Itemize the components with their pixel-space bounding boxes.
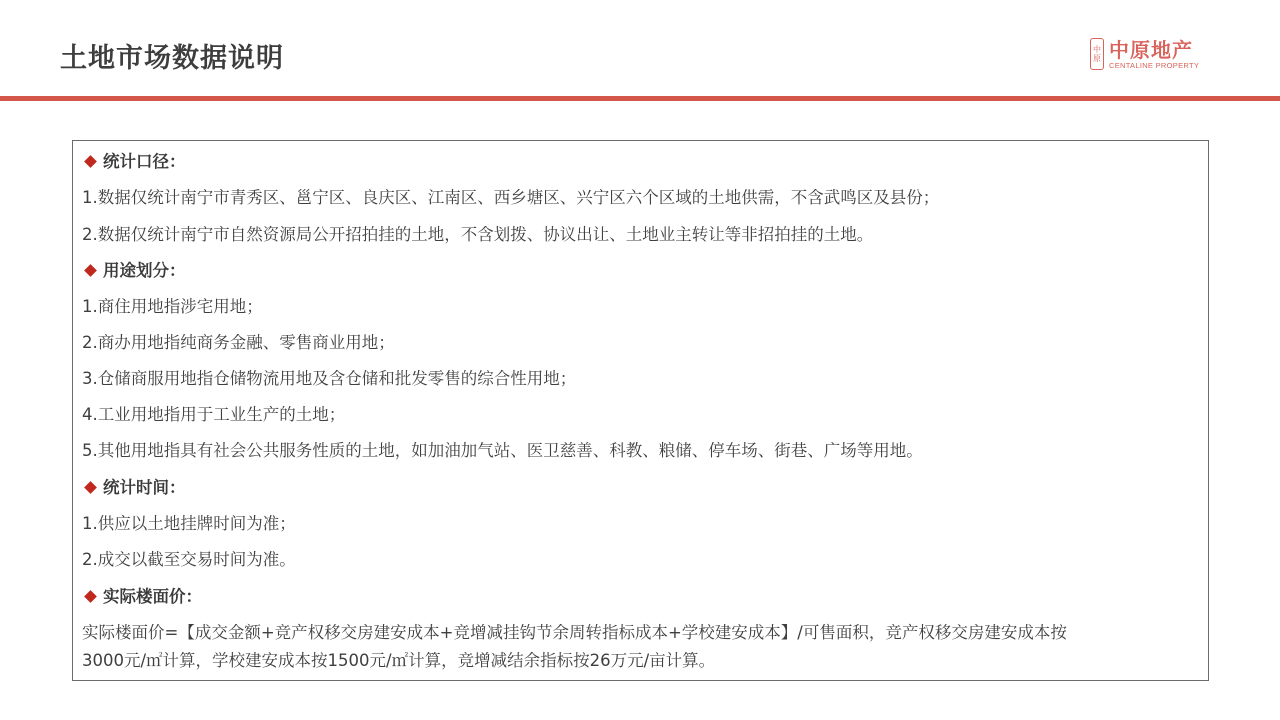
- list-item: 4.工业用地指用于工业生产的土地；: [82, 405, 346, 424]
- section-heading-stat-time: [82, 474, 186, 498]
- section-heading-label: 统计口径：: [103, 152, 186, 171]
- logo-name-en: CENTALINE PROPERTY: [1109, 60, 1200, 70]
- section-heading-actual-price: [82, 583, 202, 607]
- list-item: 5.其他用地指具有社会公共服务性质的土地，如加油加气站、医卫慈善、科教、粮储、停车场、街巷、广场等用地。: [82, 441, 923, 460]
- logo-name-cn: 中原地产: [1109, 37, 1193, 62]
- logo-seal-icon: 中 原: [1090, 38, 1104, 70]
- list-item: 2.商办用地指纯商务金融、零售商业用地；: [82, 333, 395, 352]
- diamond-bullet-icon: [84, 155, 97, 168]
- header-divider: [0, 96, 1280, 101]
- diamond-bullet-icon: [84, 590, 97, 603]
- list-item: 2.成交以截至交易时间为准。: [82, 550, 296, 569]
- section-heading-label: 统计时间：: [103, 478, 186, 497]
- list-item: 2.数据仅统计南宁市自然资源局公开招拍挂的土地，不含划拨、协议出让、土地业主转让等非招拍挂的土地。: [82, 225, 874, 244]
- section-heading-land-use: [82, 257, 186, 281]
- list-item: 3.仓储商服用地指仓储物流用地及含仓储和批发零售的综合性用地；: [82, 369, 577, 388]
- section-heading-stat-scope: [82, 148, 186, 172]
- list-item: 1.供应以土地挂牌时间为准；: [82, 514, 296, 533]
- logo-text: [1109, 39, 1199, 70]
- formula-line: 3000元/㎡计算，学校建安成本按1500元/㎡计算，竞增减结余指标按26万元/亩计算。: [82, 651, 716, 670]
- company-logo: [1090, 38, 1199, 70]
- section-heading-label: 用途划分：: [103, 261, 186, 280]
- formula-line: 实际楼面价=【成交金额+竞产权移交房建安成本+竞增减挂钩节余周转指标成本+学校建安成本】/可售面积，竞产权移交房建安成本按: [82, 623, 1067, 642]
- diamond-bullet-icon: [84, 481, 97, 494]
- page-title: 土地市场数据说明: [60, 43, 284, 74]
- list-item: 1.商住用地指涉宅用地；: [82, 297, 263, 316]
- list-item: 1.数据仅统计南宁市青秀区、邕宁区、良庆区、江南区、西乡塘区、兴宁区六个区域的土地供需，不含武鸣区及县份；: [82, 188, 940, 207]
- diamond-bullet-icon: [84, 264, 97, 277]
- section-heading-label: 实际楼面价：: [103, 587, 202, 606]
